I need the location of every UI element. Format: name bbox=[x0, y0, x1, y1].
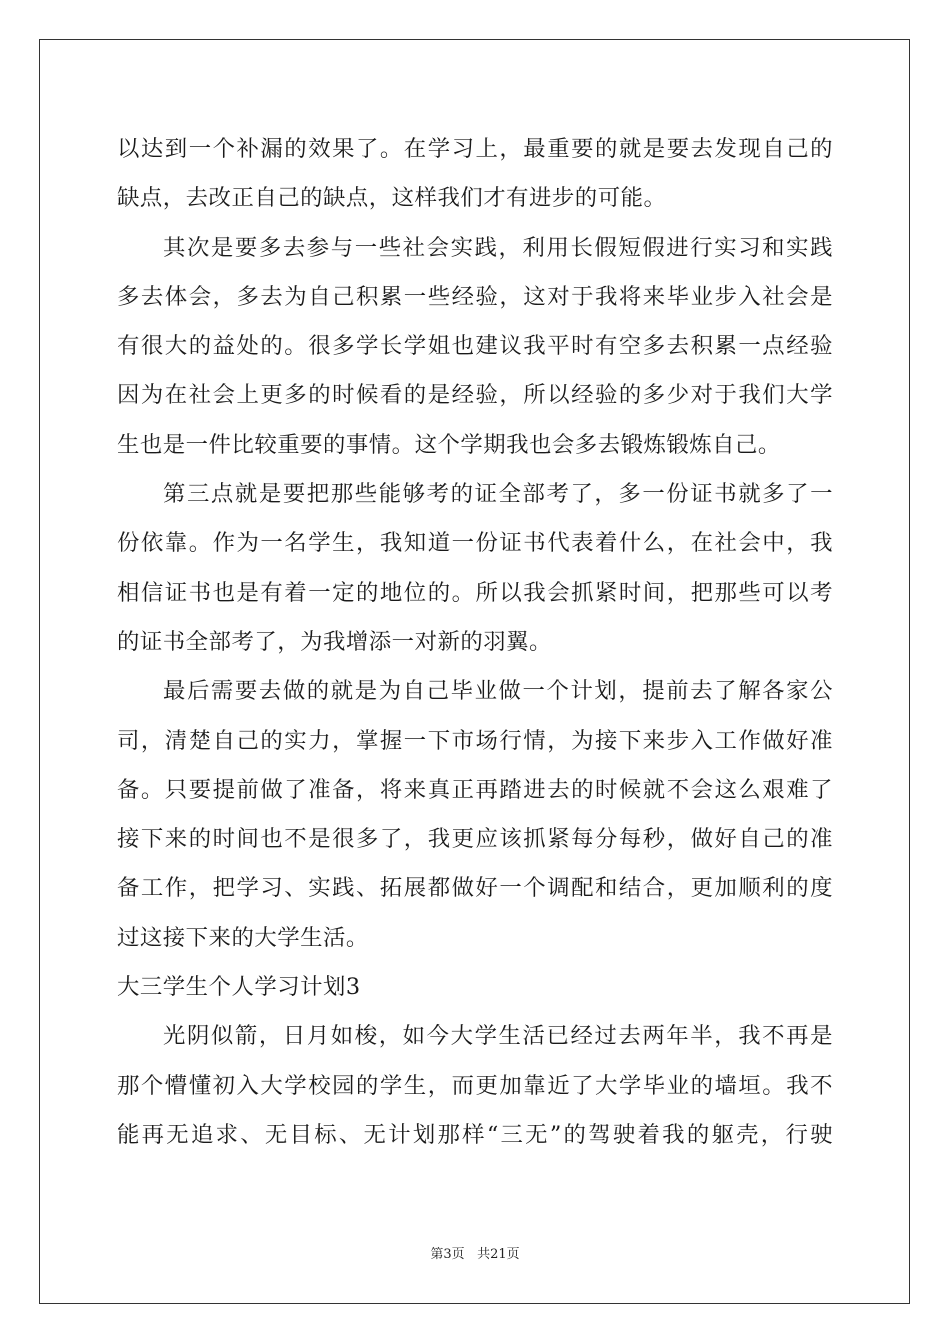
text-line: 那个懵懂初入大学校园的学生，而更加靠近了大学毕业的墙垣。我不 bbox=[117, 1072, 833, 1099]
text-line: 相信证书也是有着一定的地位的。所以我会抓紧时间，把那些可以考 bbox=[117, 579, 833, 606]
text-line: 备工作，把学习、实践、拓展都做好一个调配和结合，更加顺利的度 bbox=[117, 875, 833, 902]
text-line: 生也是一件比较重要的事情。这个学期我也会多去锻炼锻炼自己。 bbox=[117, 431, 781, 458]
text-line: 有很大的益处的。很多学长学姐也建议我平时有空多去积累一点经验 bbox=[117, 333, 833, 360]
text-line: 以达到一个补漏的效果了。在学习上，最重要的就是要去发现自己的 bbox=[117, 136, 833, 162]
text-line: 司，清楚自己的实力，掌握一下市场行情，为接下来步入工作做好准 bbox=[117, 727, 833, 754]
text-line: 份依靠。作为一名学生，我知道一份证书代表着什么，在社会中，我 bbox=[117, 530, 833, 557]
text-line: 多去体会，多去为自己积累一些经验，这对于我将来毕业步入社会是 bbox=[117, 283, 833, 310]
text-line: 的证书全部考了，为我增添一对新的羽翼。 bbox=[117, 628, 552, 655]
text-line: 能再无追求、无目标、无计划那样“三无”的驾驶着我的躯壳，行驶 bbox=[117, 1121, 833, 1148]
page-total: 共21页 bbox=[477, 1247, 520, 1262]
text-line: 接下来的时间也不是很多了，我更应该抓紧每分每秒，做好自己的准 bbox=[117, 826, 833, 853]
section-heading: 大三学生个人学习计划3 bbox=[117, 974, 361, 1001]
text-line: 缺点，去改正自己的缺点，这样我们才有进步的可能。 bbox=[117, 185, 667, 212]
text-line: 光阴似箭，日月如梭，如今大学生活已经过去两年半，我不再是 bbox=[163, 1023, 833, 1050]
text-line: 备。只要提前做了准备，将来真正再踏进去的时候就不会这么艰难了 bbox=[117, 776, 833, 803]
text-line: 最后需要去做的就是为自己毕业做一个计划，提前去了解各家公 bbox=[163, 678, 833, 705]
text-line: 过这接下来的大学生活。 bbox=[117, 924, 369, 951]
page-footer bbox=[0, 1243, 950, 1262]
document-body bbox=[117, 125, 833, 1160]
text-line: 第三点就是要把那些能够考的证全部考了，多一份证书就多了一 bbox=[163, 481, 833, 508]
page-number: 第3页 bbox=[430, 1247, 465, 1262]
text-line: 其次是要多去参与一些社会实践，利用长假短假进行实习和实践 bbox=[163, 234, 833, 261]
text-line: 因为在社会上更多的时候看的是经验，所以经验的多少对于我们大学 bbox=[117, 382, 833, 409]
